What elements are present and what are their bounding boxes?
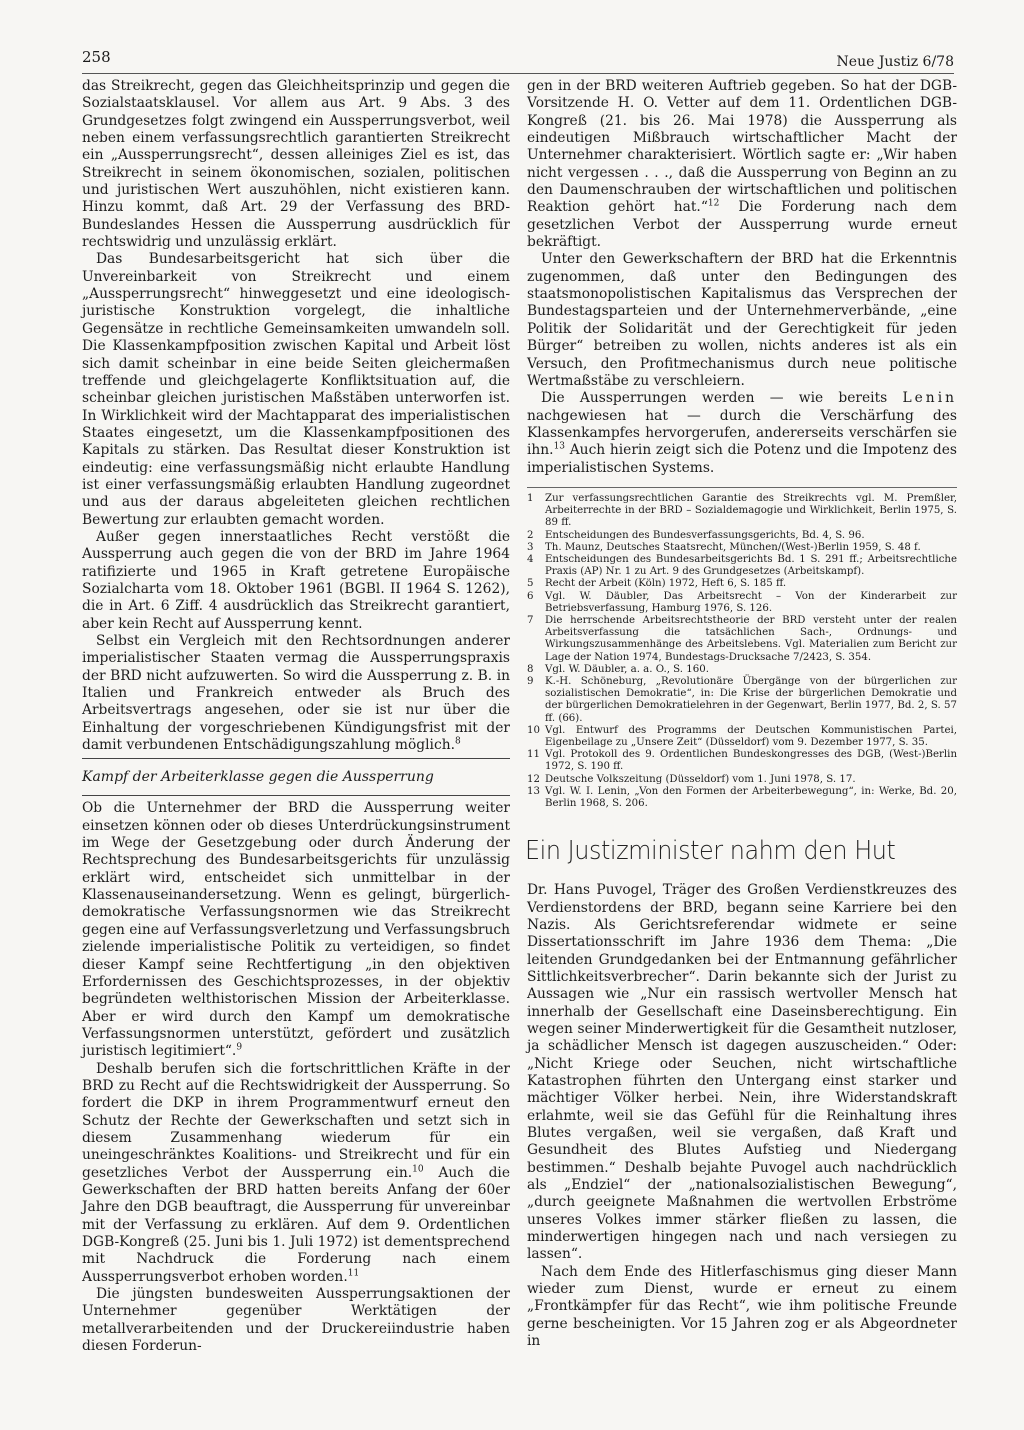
footnote-number: 11: [527, 749, 540, 761]
journal-issue: Neue Justiz 6/78: [836, 54, 954, 70]
article-title: Ein Justizminister nahm den Hut: [525, 836, 896, 867]
footnote-text: Zur verfassungsrechtlichen Garantie des Streikrechts vgl. M. Premßler, Arbeiterrechte in der BRD – Sozialdemagogie und Wirklichkeit, Berlin 1975, S. 89 ff.: [545, 492, 957, 529]
paragraph-text: Die Aussperrungen werden — wie bereits: [541, 390, 903, 407]
footnotes: [527, 487, 957, 810]
section-heading: Kampf der Arbeiterklasse gegen die Aussperrung: [82, 758, 510, 796]
paragraph-text: Ob die Unternehmer der BRD die Aussperrung weiter einsetzen können oder ob dieses Unterdrückungsinstrument im Wege der Gesetzgebung oder durch Änderung der Rechtsprechung des Bundesarbeitsgerichts für unzulässig erklärt wird, entscheidet sich unmittelbar in der Klassenauseinandersetzung. Wenn es gelingt, bürgerlich-demokratische Verfassungsnormen wie das Streikrecht gegen eine auf Verfassungsverletzung und Verfassungsbruch zielende imperialistische Politik zu verteidigen, so findet dieser Kampf seine Rechtfertigung „in den objektiven Erfordernissen des Geschichtsprozesses, in der objektiv begründeten welthistorischen Mission der Arbeiterklasse. Aber er wird durch den Kampf um demokratische Verfassungsnormen unterstützt, gefördert und zusätzlich juristisch legitimiert“.: [82, 800, 510, 1060]
footnote-number: 6: [527, 590, 534, 602]
footnote-text: Die herrschende Arbeitsrechtstheorie der BRD versteht unter der realen Arbeitsverfassung die tatsächlichen Sach-, Ordnungs- und Wirkungszusammenhänge des Arbeitslebens. Vgl. Materialien zum Bericht zur Lage der Nation 1974, Bundestags-Drucksache 7/2423, S. 354.: [545, 614, 957, 663]
footnote-ref: 10: [412, 1164, 424, 1175]
paragraph: [82, 800, 510, 1060]
footnote-ref: 9: [236, 1042, 243, 1053]
footnote-text: Vgl. W. Däubler, a. a. O., S. 160.: [545, 663, 709, 675]
paragraph: [82, 633, 510, 754]
spaced-name: Lenin: [902, 390, 957, 407]
footnote-text: Entscheidungen des Bundesarbeitsgerichts Bd. 1 S. 291 ff.; Arbeitsrechtliche Praxis (AP) Nr. 1 zu Art. 9 des Grundgesetzes (Arbeitskampf).: [545, 553, 957, 578]
paragraph-text: gen in der BRD weiteren Auftrieb gegeben. So hat der DGB-Vorsitzende H. O. Vetter auf dem 11. Ordentlichen DGB-Kongreß (21. bis 26. Mai 1978) die Aussperrung als eindeutigen Mißbrauch wirtschaftlicher Macht der Unternehmer charakterisiert. Wörtlich sagte er: „Wir haben nicht vergessen . . ., daß die Aussperrung von Beginn an zu den Daumenschrauben der wirtschaftlichen und politischen Reaktion gehört hat.“: [527, 78, 957, 216]
footnote-text: Vgl. Protokoll des 9. Ordentlichen Bundeskongresses des DGB, (West-)Berlin 1972, S. 190 ff.: [545, 749, 957, 773]
footnote-number: 8: [527, 663, 534, 675]
footnote: [527, 542, 957, 554]
paragraph: Nach dem Ende des Hitlerfaschismus ging dieser Mann wieder zum Dienst, wurde er erneut zu einem „Frontkämpfer für das Recht“, wie ihm politische Freunde gerne bescheinigten. Vor 15 Jahren zog er als Abgeordneter in: [527, 1263, 957, 1350]
footnote-number: 12: [527, 773, 540, 785]
footnote: [527, 749, 957, 773]
footnote-text: Deutsche Volkszeitung (Düsseldorf) vom 1. Juni 1978, S. 17.: [545, 773, 856, 785]
paragraph-text: nachgewiesen hat — durch die Verschärfung des Klassenkampfes hervorgerufen, andererseits verschärfen sie ihn.: [527, 407, 957, 459]
paragraph: [82, 1061, 510, 1286]
footnote-number: 5: [527, 578, 534, 590]
footnote-number: 13: [527, 785, 540, 797]
paragraph-text: Auch die Gewerkschaften der BRD hatten bereits Anfang der 60er Jahre den DGB beauftragt, die Aussperrung für unvereinbar mit der Verfassung zu erklären. Auf dem 9. Ordentlichen DGB-Kongreß (25. Juni bis 1. Juli 1972) ist dementsprechend mit Nachdruck die Forderung nach einem Aussperrungsverbot erhoben worden.: [82, 1164, 510, 1285]
page-number: 258: [82, 48, 111, 66]
footnote: [527, 493, 957, 530]
left-column: [82, 78, 510, 1355]
footnote-number: 4: [527, 553, 534, 565]
paragraph: das Streikrecht, gegen das Gleichheitsprinzip und gegen die Sozialstaatsklausel. Vor allem aus Art. 9 Abs. 3 des Grundgesetzes folgt zwingend ein Aussperrungsverbot, weil neben einem verfassungsrechtlich garantierten Streikrecht ein „Aussperrungsrecht“, dessen alleiniges Ziel es ist, das Streikrecht in seinem ökonomischen, sozialen, politischen und juristischen Wert auszuhöhlen, nicht existieren kann. Hinzu kommt, daß Art. 29 der Verfassung des BRD-Bundeslandes Hessen die Aussperrung ausdrücklich für rechtswidrig und unzulässig erklärt.: [82, 78, 510, 251]
paragraph-text: Selbst ein Vergleich mit den Rechtsordnungen anderer imperialistischer Staaten vermag die Aussperrungspraxis der BRD nicht aufzuwerten. So wird die Aussperrung z. B. in Italien und Frankreich entweder als Bruch des Arbeitsvertrags angesehen, oder sie ist nur über die Einhaltung der vorgeschriebenen Kündigungsfrist mit der damit verbundenen Entschädigungszahlung möglich.: [82, 633, 510, 754]
footnote: [527, 530, 957, 542]
paragraph: Außer gegen innerstaatliches Recht verstößt die Aussperrung auch gegen die von der BRD im Jahre 1964 ratifizierte und 1965 in Kraft getretene Europäische Sozialcharta vom 18. Oktober 1961 (BGBl. II 1964 S. 1262), die in Art. 6 Ziff. 4 ausdrücklich das Streikrecht garantiert, aber kein Recht auf Aussperrung kennt.: [82, 528, 510, 632]
footnote-number: 7: [527, 614, 534, 626]
paragraph: Die jüngsten bundesweiten Aussperrungsaktionen der Unternehmer gegenüber Werktätigen der metallverarbeitenden und der Druckereiindustrie haben diesen Forderun-: [82, 1286, 510, 1355]
footnote-ref: 8: [454, 736, 461, 747]
footnote-text: Th. Maunz, Deutsches Staatsrecht, München/(West-)Berlin 1959, S. 48 f.: [545, 541, 921, 553]
paragraph: Unter den Gewerkschaftern der BRD hat die Erkenntnis zugenommen, daß unter den Bedingungen des staatsmonopolistischen Kapitalismus das Versprechen der Bundestagsparteien und der Unternehmerverbände, „eine Politik der Solidarität und der Gerechtigkeit für jeden Bürger“ betreiben zu wollen, nichts anderes ist als ein Versuch, den Profitmechanismus durch neue politische Wertmaßstäbe zu verschleiern.: [527, 251, 957, 389]
paragraph: Dr. Hans Puvogel, Träger des Großen Verdienstkreuzes des Verdienstordens der BRD, begann seine Karriere bei den Nazis. Als Gerichtsreferendar widmete er seine Dissertationsschrift im Jahre 1936 dem Thema: „Die leitenden Grundgedanken bei der Entmannung gefährlicher Sittlichkeitsverbrecher“. Darin bekannte sich der Jurist zu Aussagen wie „Nur ein rassisch wertvoller Mensch hat innerhalb der Gesellschaft eine Daseinsberechtigung. Ein wegen seiner Minderwertigkeit für die Gesamtheit nutzloser, ja schädlicher Mensch ist dagegen auszuscheiden.“ Oder: „Nicht Kriege oder Seuchen, nicht wirtschaftliche Katastrophen führten den Untergang einst starker und mächtiger Völker herbei. Nein, ihre Widerstandskraft erlahmte, weil sie das Gefühl für die Reinhaltung ihres Blutes vergaßen, weil sie vergaßen, daß Kraft und Gesundheit des Blutes Aufstieg und Niedergang bestimmen.“ Deshalb bejahte Puvogel auch nachdrücklich als „Endziel“ der „nationalsozialistischen Bewegung“, „durch geeignete Maßnahmen die wertvollen Erbströme unseres Volkes immer stärker fließen zu lassen, die minderwertigen hingegen nach und nach versiegen zu lassen“.: [527, 882, 957, 1263]
paragraph-text: Die Forderung nach dem gesetzlichen Verbot der Aussperrung wurde erneut bekräftigt.: [527, 199, 958, 251]
paragraph: Das Bundesarbeitsgericht hat sich über die Unvereinbarkeit von Streikrecht und einem „Aussperrungsrecht“ hinweggesetzt und eine ideologisch-juristische Konstruktion vorgelegt, die inhaltliche Gegensätze in rechtliche Gemeinsamkeiten umwandeln soll. Die Klassenkampfposition zwischen Kapital und Arbeit löst sich damit scheinbar in eine beide Seiten gleichermaßen treffende und gleichgelagerte Konfliktsituation auf, die scheinbar gleichen juristischen Maßstäben unterworfen ist. In Wirklichkeit wird der Machtapparat des imperialistischen Staates eingesetzt, um die Klassenkampfpositionen des Kapitals zu stärken. Das Resultat dieser Konstruktion ist eindeutig: eine verfassungsmäßig nicht erlaubte Handlung ist einer verfassungsmäßig erlaubten Handlung zugeordnet und aus der daraus abgeleiteten gleichen rechtlichen Bewertung zur erlaubten gemacht worden.: [82, 251, 510, 528]
footnote-text: Recht der Arbeit (Köln) 1972, Heft 6, S. 185 ff.: [545, 578, 787, 590]
footnote-ref: 13: [553, 441, 566, 452]
footnote: [527, 786, 957, 810]
footnote-ref: 12: [707, 198, 720, 209]
footnote-text: Vgl. W. Däubler, Das Arbeitsrecht – Von der Kinderarbeit zur Betriebsverfassung, Hamburg 1976, S. 126.: [545, 590, 957, 614]
footnote-number: 1: [527, 492, 534, 504]
footnote: [527, 774, 957, 786]
footnote: [527, 578, 957, 590]
right-column: [527, 78, 957, 1350]
footnote: [527, 725, 957, 749]
paragraph-text: Deshalb berufen sich die fortschrittlichen Kräfte in der BRD zu Recht auf die Rechtswidrigkeit der Aussperrung. So fordert die DKP in ihrem Programmentwurf erneut den Schutz der Rechte der Gewerkschaften und setzt sich in diesem Zusammenhang wiederum für ein uneingeschränktes Koalitions- und Streikrecht und für ein gesetzliches Verbot der Aussperrung ein.: [82, 1060, 510, 1181]
footnote-text: Vgl. W. I. Lenin, „Von den Formen der Arbeiterbewegung“, in: Werke, Bd. 20, Berlin 1968, S. 206.: [545, 785, 957, 809]
footnote-text: Vgl. Entwurf des Programms der Deutschen Kommunistischen Partei, Eigenbeilage zu „Unsere Zeit“ (Düsseldorf) vom 9. Dezember 1977, S. 35.: [545, 724, 957, 748]
footnote-number: 10: [527, 724, 540, 736]
footnote: [527, 615, 957, 664]
footnote-text: K.-H. Schöneburg, „Revolutionäre Übergänge von der bürgerlichen zur sozialistischen Demokratie“, in: Die Krise der bürgerlichen Demokratie und der bürgerlichen Demokratielehren in der Gegenwart, Berlin 1977, Bd. 2, S. 57 ff. (66).: [545, 675, 957, 724]
footnote-number: 3: [527, 541, 534, 553]
footnote: [527, 676, 957, 725]
footnote: [527, 554, 957, 578]
footnote-number: 9: [527, 675, 534, 687]
paragraph-text: Auch hierin zeigt sich die Potenz und die Impotenz des imperialistischen Systems.: [527, 442, 957, 476]
paragraph: [527, 390, 957, 477]
paragraph: [527, 78, 957, 251]
footnote: [527, 664, 957, 676]
footnote-text: Entscheidungen des Bundesverfassungsgerichts, Bd. 4, S. 96.: [545, 529, 865, 541]
footnote-number: 2: [527, 529, 534, 541]
footnote-ref: 11: [347, 1268, 360, 1279]
footnote: [527, 591, 957, 615]
header-rule: [82, 73, 954, 74]
